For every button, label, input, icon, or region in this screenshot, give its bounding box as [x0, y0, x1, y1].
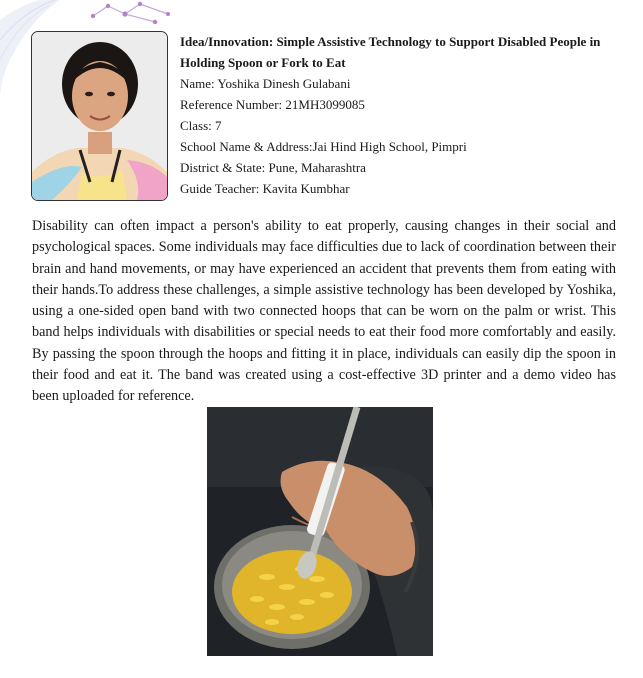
- student-class: Class: 7: [180, 118, 222, 133]
- guide-teacher: Guide Teacher: Kavita Kumbhar: [180, 181, 350, 196]
- school-name: School Name & Address:Jai Hind High School, Pimpri: [180, 139, 467, 154]
- spoon-bowl-image: [207, 407, 433, 656]
- demo-photo: [207, 407, 433, 656]
- student-name: Name: Yoshika Dinesh Gulabani: [180, 76, 351, 91]
- profile-info: [180, 31, 610, 199]
- project-title: Idea/Innovation: Simple Assistive Technology to Support Disabled People in Holding Spoon or Fork to Eat: [180, 34, 601, 70]
- description-paragraph: Disability can often impact a person's ability to eat properly, causing changes in their social and psychological spaces. Some individuals may face difficulties due to lack of coordination between their brain and hand movements, or may have experienced an accident that prevents them from eating with their hands.To address these challenges, a simple assistive technology has been developed by Yoshika, using a one-sided open band with two connected hoops that can be worn on the palm or wrist. This band helps individuals with disabilities or special needs to eat their food more comfortably and easily. By passing the spoon through the hoops and fitting it in place, individuals can easily dip the spoon in their food and eat it. The band was created using a cost-effective 3D printer and a demo video has been uploaded for reference.: [32, 218, 616, 405]
- student-photo: [31, 31, 168, 201]
- district-state: District & State: Pune, Maharashtra: [180, 160, 366, 175]
- portrait-image: [32, 32, 167, 200]
- reference-number: Reference Number: 21MH3099085: [180, 97, 365, 112]
